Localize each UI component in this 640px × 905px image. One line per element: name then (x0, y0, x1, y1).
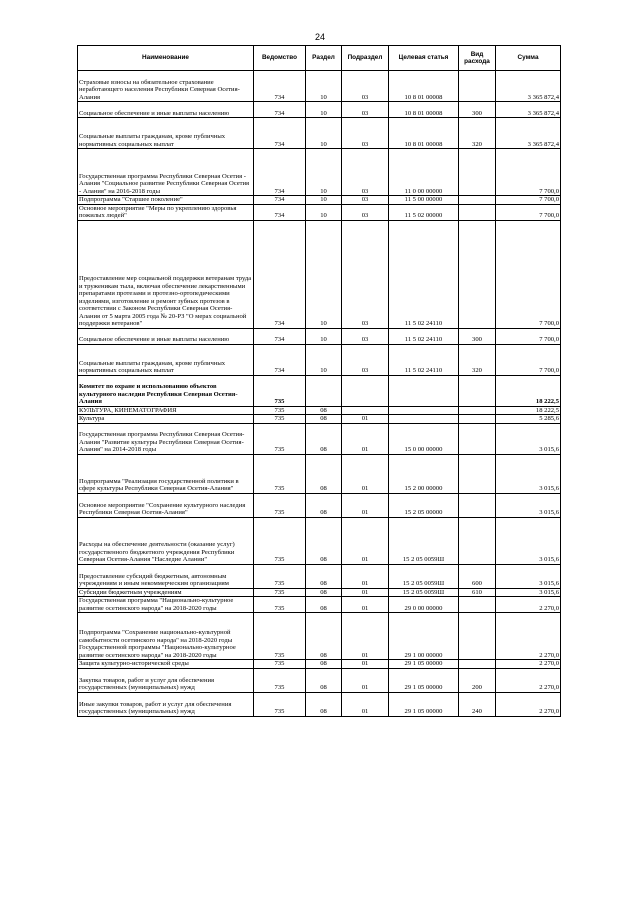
cell-sum: 3 365 872,4 (496, 71, 561, 102)
cell-subsection: 03 (342, 102, 389, 118)
cell-subsection: 03 (342, 118, 389, 149)
cell-subsection: 03 (342, 328, 389, 344)
cell-ministry: 734 (254, 149, 306, 196)
table-row (78, 71, 561, 102)
table-row (78, 493, 561, 517)
cell-sum: 7 700,0 (496, 220, 561, 328)
cell-subsection: 01 (342, 668, 389, 692)
cell-sum: 3 015,6 (496, 588, 561, 597)
cell-sum: 18 222,5 (496, 406, 561, 415)
cell-name: Предоставление субсидий бюджетным, автономным учреждениям и иным некоммерческим организациям (78, 564, 254, 588)
cell-sum: 3 015,6 (496, 423, 561, 454)
table-row (78, 118, 561, 149)
cell-name: Закупка товаров, работ и услуг для обеспечения государственных (муниципальных) нужд (78, 668, 254, 692)
header-subsection: Подраздел (342, 46, 389, 71)
table-row (78, 660, 561, 669)
cell-target: 11 5 00 00000 (389, 196, 459, 205)
cell-section: 08 (306, 692, 342, 716)
cell-expense-type (459, 375, 496, 406)
cell-section: 08 (306, 423, 342, 454)
cell-sum: 3 015,6 (496, 564, 561, 588)
cell-target: 11 5 02 24110 (389, 344, 459, 375)
cell-ministry: 735 (254, 668, 306, 692)
cell-expense-type (459, 220, 496, 328)
cell-ministry: 735 (254, 564, 306, 588)
table-row (78, 692, 561, 716)
cell-target: 15 0 00 00000 (389, 423, 459, 454)
cell-subsection: 01 (342, 660, 389, 669)
cell-subsection: 01 (342, 692, 389, 716)
cell-target: 15 2 05 0059Ш (389, 564, 459, 588)
cell-ministry: 734 (254, 196, 306, 205)
cell-target (389, 375, 459, 406)
table-row (78, 415, 561, 424)
cell-subsection: 01 (342, 493, 389, 517)
cell-name: Государственная программа Республики Северная Осетия - Алания "Социальное развитие Республики Северная Осетия - Алания" на 2016-2018 годы (78, 149, 254, 196)
cell-target: 11 5 02 00000 (389, 204, 459, 220)
cell-expense-type (459, 597, 496, 613)
cell-sum: 3 365 872,4 (496, 118, 561, 149)
table-row (78, 344, 561, 375)
cell-expense-type (459, 196, 496, 205)
cell-target: 29 1 05 00000 (389, 668, 459, 692)
cell-section: 08 (306, 660, 342, 669)
cell-subsection: 01 (342, 517, 389, 564)
cell-name: Государственная программа Республики Северная Осетия-Алания "Развитие культуры Республики Северная Осетия-Алания" на 2014-2018 годы (78, 423, 254, 454)
cell-name: Расходы на обеспечение деятельности (оказание услуг) государственного бюджетного учреждения Республики Северная Осетия-Алания "Наследие Алании" (78, 517, 254, 564)
table-row (78, 423, 561, 454)
cell-expense-type (459, 493, 496, 517)
cell-section: 08 (306, 493, 342, 517)
cell-target: 29 1 05 00000 (389, 692, 459, 716)
cell-sum: 3 365 872,4 (496, 102, 561, 118)
cell-section: 08 (306, 588, 342, 597)
cell-ministry: 735 (254, 415, 306, 424)
table-row (78, 454, 561, 493)
cell-target: 15 2 05 0059Ш (389, 588, 459, 597)
cell-sum: 2 270,0 (496, 668, 561, 692)
header-expense-type: Вид расхода (459, 46, 496, 71)
cell-expense-type (459, 406, 496, 415)
header-target: Целевая статья (389, 46, 459, 71)
cell-section: 10 (306, 220, 342, 328)
cell-section: 10 (306, 204, 342, 220)
cell-target: 15 2 00 00000 (389, 454, 459, 493)
cell-expense-type: 600 (459, 564, 496, 588)
cell-name: Основное мероприятие "Меры по укреплению здоровья пожилых людей" (78, 204, 254, 220)
table-row (78, 668, 561, 692)
header-name: Наименование (78, 46, 254, 71)
cell-name: Защита культурно-исторической среды (78, 660, 254, 669)
cell-name: Комитет по охране и использованию объектов культурного наследия Республики Северная Осетия-Алания (78, 375, 254, 406)
cell-sum: 3 015,6 (496, 454, 561, 493)
cell-sum: 7 700,0 (496, 196, 561, 205)
cell-expense-type: 300 (459, 102, 496, 118)
cell-ministry: 735 (254, 493, 306, 517)
cell-expense-type (459, 423, 496, 454)
cell-section: 08 (306, 517, 342, 564)
cell-target (389, 406, 459, 415)
cell-expense-type: 240 (459, 692, 496, 716)
cell-name: Подпрограмма "Реализация государственной политики в сфере культуры Республики Северная Осетия-Алания" (78, 454, 254, 493)
cell-target: 29 1 05 00000 (389, 660, 459, 669)
cell-expense-type: 320 (459, 344, 496, 375)
table-row (78, 406, 561, 415)
cell-sum: 7 700,0 (496, 328, 561, 344)
budget-table (77, 45, 561, 717)
cell-section: 10 (306, 71, 342, 102)
cell-target: 10 8 01 00008 (389, 102, 459, 118)
cell-name: Социальное обеспечение и иные выплаты населению (78, 102, 254, 118)
cell-section: 10 (306, 102, 342, 118)
table-row (78, 328, 561, 344)
cell-target: 11 5 02 24110 (389, 220, 459, 328)
cell-section: 08 (306, 597, 342, 613)
cell-name: КУЛЬТУРА, КИНЕМАТОГРАФИЯ (78, 406, 254, 415)
cell-section: 08 (306, 564, 342, 588)
page-number: 24 (314, 32, 325, 42)
cell-ministry: 735 (254, 406, 306, 415)
cell-subsection: 03 (342, 204, 389, 220)
cell-ministry: 734 (254, 328, 306, 344)
cell-ministry: 735 (254, 597, 306, 613)
cell-name: Субсидии бюджетным учреждениям (78, 588, 254, 597)
cell-ministry: 735 (254, 454, 306, 493)
header-sum: Сумма (496, 46, 561, 71)
table-row (78, 597, 561, 613)
cell-section: 08 (306, 454, 342, 493)
table-header-row (78, 46, 561, 71)
cell-subsection: 01 (342, 597, 389, 613)
cell-subsection: 01 (342, 613, 389, 660)
cell-ministry: 734 (254, 204, 306, 220)
cell-expense-type (459, 204, 496, 220)
cell-expense-type (459, 71, 496, 102)
cell-subsection: 03 (342, 71, 389, 102)
table-row (78, 517, 561, 564)
cell-section: 08 (306, 406, 342, 415)
cell-ministry: 735 (254, 692, 306, 716)
cell-subsection: 03 (342, 220, 389, 328)
cell-sum: 7 700,0 (496, 149, 561, 196)
table-row (78, 149, 561, 196)
cell-subsection: 01 (342, 454, 389, 493)
cell-section (306, 375, 342, 406)
header-ministry: Ведомство (254, 46, 306, 71)
cell-expense-type (459, 517, 496, 564)
cell-section: 10 (306, 118, 342, 149)
cell-expense-type (459, 454, 496, 493)
cell-ministry: 735 (254, 613, 306, 660)
cell-expense-type: 320 (459, 118, 496, 149)
cell-section: 10 (306, 344, 342, 375)
cell-subsection (342, 375, 389, 406)
cell-ministry: 735 (254, 423, 306, 454)
cell-target: 29 0 00 00000 (389, 597, 459, 613)
cell-ministry: 735 (254, 660, 306, 669)
table-row (78, 613, 561, 660)
cell-name: Подпрограмма "Сохранение национально-культурной самобытности осетинского народа" на 2018-2020 годы Государственной программы "Национально-культурное развитие осетинского народа" на 2018-2020 годы (78, 613, 254, 660)
cell-name: Подпрограмма "Старшее поколение" (78, 196, 254, 205)
cell-sum: 18 222,5 (496, 375, 561, 406)
cell-target: 10 8 01 00008 (389, 71, 459, 102)
cell-sum: 3 015,6 (496, 517, 561, 564)
cell-expense-type: 200 (459, 668, 496, 692)
cell-sum: 2 270,0 (496, 660, 561, 669)
cell-name: Предоставление мер социальной поддержки ветеранам труда и труженикам тыла, включая обеспечение лекарственными препаратами протезами и протезно-ортопедическими изделиями, изготовление и ремонт зубных протезов в соответствии с Законом Республики Северная Осетия-Алания от 5 марта 2005 года № 20-РЗ "О мерах социальной поддержки ветеранов" (78, 220, 254, 328)
cell-name: Социальное обеспечение и иные выплаты населению (78, 328, 254, 344)
cell-target (389, 415, 459, 424)
cell-target: 15 2 05 0059Ш (389, 517, 459, 564)
table-row (78, 196, 561, 205)
cell-target: 29 1 00 00000 (389, 613, 459, 660)
header-section: Раздел (306, 46, 342, 71)
cell-name: Социальные выплаты гражданам, кроме публичных нормативных социальных выплат (78, 344, 254, 375)
table-row (78, 564, 561, 588)
cell-sum: 7 700,0 (496, 344, 561, 375)
cell-ministry: 735 (254, 588, 306, 597)
cell-subsection (342, 406, 389, 415)
cell-name: Культура (78, 415, 254, 424)
cell-expense-type (459, 660, 496, 669)
cell-target: 10 8 01 00008 (389, 118, 459, 149)
cell-sum: 2 270,0 (496, 692, 561, 716)
cell-target: 15 2 05 00000 (389, 493, 459, 517)
table-row (78, 204, 561, 220)
cell-section: 10 (306, 328, 342, 344)
cell-sum: 5 285,6 (496, 415, 561, 424)
table-row (78, 588, 561, 597)
cell-ministry: 734 (254, 71, 306, 102)
cell-name: Основное мероприятие "Сохранение культурного наследия Республики Северная Осетия-Алания" (78, 493, 254, 517)
cell-subsection: 01 (342, 588, 389, 597)
cell-expense-type: 300 (459, 328, 496, 344)
cell-expense-type (459, 149, 496, 196)
cell-expense-type (459, 415, 496, 424)
cell-section: 10 (306, 149, 342, 196)
cell-subsection: 01 (342, 415, 389, 424)
cell-expense-type: 610 (459, 588, 496, 597)
cell-target: 11 0 00 00000 (389, 149, 459, 196)
cell-ministry: 735 (254, 517, 306, 564)
cell-name: Иные закупки товаров, работ и услуг для обеспечения государственных (муниципальных) нужд (78, 692, 254, 716)
cell-sum: 7 700,0 (496, 204, 561, 220)
cell-section: 10 (306, 196, 342, 205)
cell-subsection: 01 (342, 423, 389, 454)
cell-section: 08 (306, 613, 342, 660)
cell-subsection: 03 (342, 149, 389, 196)
cell-name: Страховые взносы на обязательное страхование неработающего населения Республики Северная Осетия-Алания (78, 71, 254, 102)
cell-ministry: 734 (254, 102, 306, 118)
table-row (78, 375, 561, 406)
cell-section: 08 (306, 668, 342, 692)
cell-sum: 2 270,0 (496, 613, 561, 660)
cell-subsection: 01 (342, 564, 389, 588)
cell-target: 11 5 02 24110 (389, 328, 459, 344)
table-row (78, 220, 561, 328)
cell-expense-type (459, 613, 496, 660)
cell-subsection: 03 (342, 196, 389, 205)
cell-name: Государственная программа "Национально-культурное развитие осетинского народа" на 2018-2020 годы (78, 597, 254, 613)
cell-sum: 3 015,6 (496, 493, 561, 517)
cell-subsection: 03 (342, 344, 389, 375)
cell-sum: 2 270,0 (496, 597, 561, 613)
cell-ministry: 735 (254, 375, 306, 406)
cell-section: 08 (306, 415, 342, 424)
cell-name: Социальные выплаты гражданам, кроме публичных нормативных социальных выплат (78, 118, 254, 149)
cell-ministry: 734 (254, 344, 306, 375)
table-row (78, 102, 561, 118)
cell-ministry: 734 (254, 220, 306, 328)
cell-ministry: 734 (254, 118, 306, 149)
